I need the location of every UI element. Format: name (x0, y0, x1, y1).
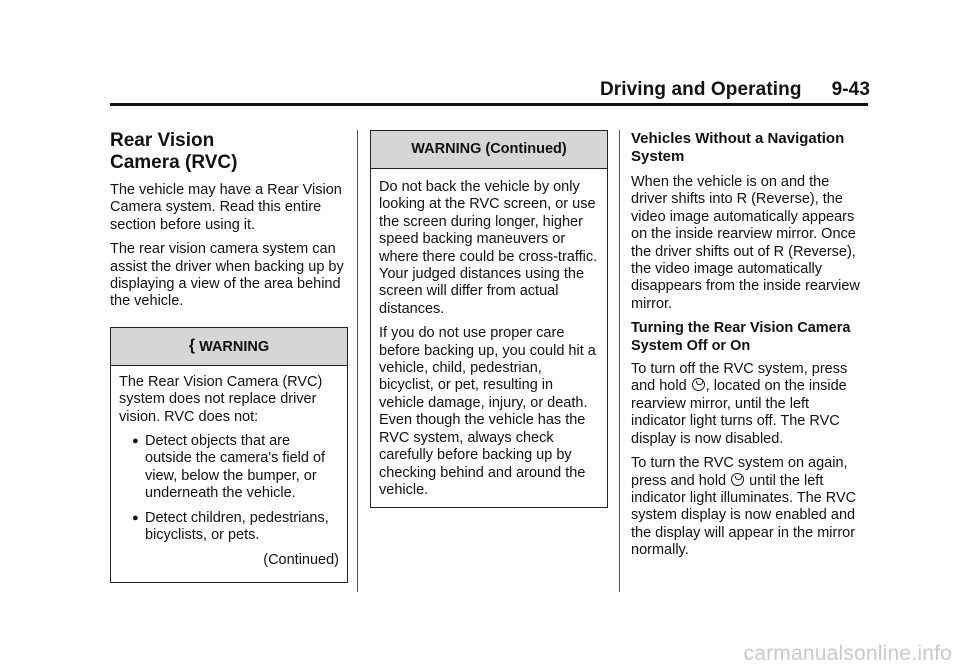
bullet-icon: ● (132, 511, 139, 524)
list-item-text: Detect children, pedestrians, bicyclists, or pets. (145, 509, 329, 544)
warning-paragraph-2: If you do not use proper care before backing up, you could hit a vehicle, child, pedestrian, bicyclist, or pet, resulting in vehicle damage, injury, or death. Even though the vehicle has the RVC system, always check carefully before backing up by checking behind and around the vehicle. (379, 325, 596, 498)
warning-continued-body (371, 169, 607, 507)
watermark: carmanualsonline.info (743, 642, 952, 665)
bullet-icon: ● (132, 435, 139, 448)
list-item (132, 509, 339, 545)
section-heading (110, 130, 348, 174)
paragraph-turn-off (631, 361, 867, 448)
column-1 (110, 130, 348, 583)
turn-on-text-end: until the left indicator light illuminates. The RVC system display is now enabled and the display will appear in the mirror normally. (631, 472, 857, 559)
intro-paragraph-1: The vehicle may have a Rear Vision Camera system. Read this entire section before using it. (110, 182, 342, 233)
page-number: 9-43 (831, 79, 870, 100)
warning-heading (111, 328, 347, 366)
warning-continued-heading: WARNING (Continued) (371, 131, 607, 169)
column-divider-2 (619, 130, 620, 592)
column-3 (631, 130, 867, 567)
warning-intro: The Rear Vision Camera (RVC) system does not replace driver vision. RVC does not: (119, 373, 323, 425)
page-header (110, 79, 870, 105)
turn-on-text-start: To turn the RVC system on again, press and hold (631, 455, 848, 489)
warning-body (111, 366, 347, 582)
camera-button-icon (731, 473, 744, 486)
turn-off-text-end: , located on the inside rearview mirror, until the left indicator light turns off. The RVC display is now disabled. (631, 378, 847, 447)
header-rule (110, 103, 868, 106)
intro-paragraph-2: The rear vision camera system can assist the driver when backing up by displaying a view of the area behind the vehicle. (110, 241, 344, 310)
continued-label: (Continued) (263, 551, 339, 568)
paragraph-reverse: When the vehicle is on and the driver shifts into R (Reverse), the video image automatically appears on the inside rearview mirror. Once the driver shifts out of R (Reverse), the video image automatically disappears from the inside rearview mirror. (631, 174, 860, 312)
paragraph-turn-on (631, 455, 867, 559)
section-heading-line-2: Camera (RVC) (110, 152, 238, 173)
subsection-heading: Vehicles Without a Navigation System (631, 130, 845, 165)
warning-icon: { (188, 336, 196, 354)
subsection-heading-off-on: Turning the Rear Vision Camera System Off or On (631, 320, 851, 354)
list-item (132, 433, 339, 503)
camera-button-icon (692, 378, 705, 391)
header-text (600, 79, 870, 101)
section-heading-line-1: Rear Vision (110, 130, 215, 151)
turn-off-text-start: To turn off the RVC system, press and hold (631, 361, 848, 395)
warning-paragraph-1: Do not back the vehicle by only looking at the RVC screen, or use the screen during longer, higher speed backing maneuvers or where there could be cross-traffic. Your judged distances using the screen will differ from actual distances. (379, 179, 598, 317)
section-title: Driving and Operating (599, 79, 802, 100)
column-2 (370, 130, 608, 508)
warning-box (110, 327, 348, 583)
warning-heading-text: WARNING (199, 338, 270, 355)
column-divider-1 (357, 130, 358, 592)
warning-continued-box (370, 130, 608, 508)
list-item-text: Detect objects that are outside the camera's field of view, below the bumper, or underneath the vehicle. (145, 433, 326, 502)
warning-list (119, 433, 339, 544)
